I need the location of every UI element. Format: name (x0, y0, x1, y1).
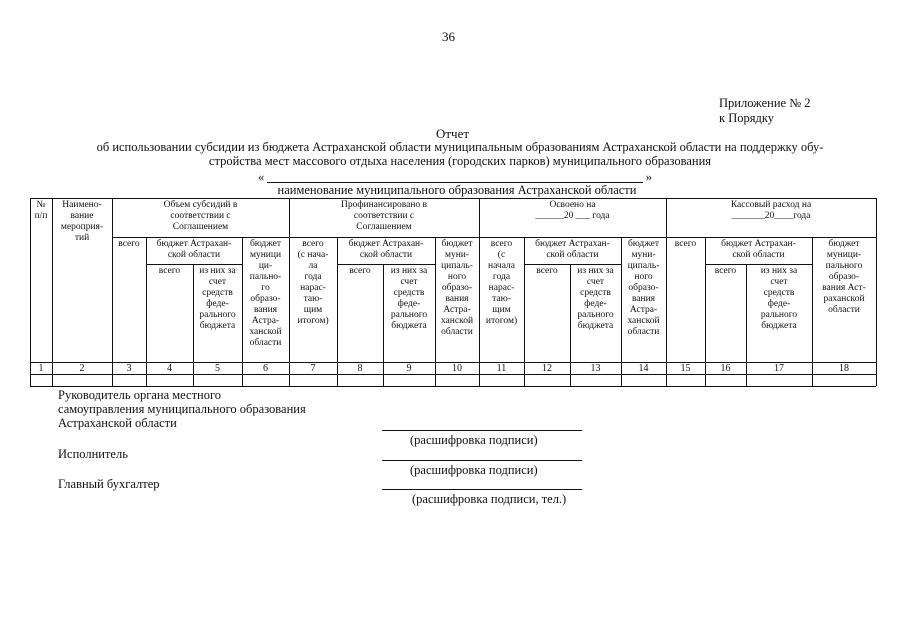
header-federal-share-line: рального (760, 310, 798, 320)
column-rule-14 (666, 198, 667, 386)
header-total: всего (674, 239, 697, 249)
header-municipal-budget-line: пально- (249, 272, 282, 282)
column-number: 12 (542, 363, 552, 374)
header-regional-total: всего (536, 266, 558, 276)
table-border-top (30, 198, 876, 199)
executor-signature-line (382, 460, 582, 461)
header-municipal-budget (435, 239, 479, 338)
header-total-cumulative-line: щим (492, 305, 511, 315)
subgroup-rule-1 (146, 264, 242, 265)
header-total-cumulative-line: нарас- (300, 283, 326, 293)
header-total-cumulative-line: года (492, 272, 511, 282)
header-total-cumulative-line: нарас- (488, 283, 515, 293)
header-federal-share-line: феде- (767, 299, 791, 309)
header-federal-share-line: счет (586, 277, 605, 287)
header-regional-budget-line: бюджет Астрахан- (348, 239, 424, 249)
header-federal-share (193, 266, 242, 332)
executor-signature-caption: (расшифровка подписи) (410, 463, 538, 477)
accountant-label: Главный бухгалтер (58, 477, 160, 491)
header-municipal-budget-line: ханской (440, 316, 474, 326)
column-number: 9 (406, 363, 412, 374)
head-signature-caption: (расшифровка подписи) (410, 433, 538, 447)
header-total-cumulative-line: итогом) (485, 316, 518, 326)
header-municipal-budget-line: раханской (823, 294, 865, 304)
header-municipal-budget (812, 239, 876, 316)
header-municipal-budget-line: области (441, 327, 473, 337)
header-regional-budget-line: ской области (732, 250, 785, 260)
header-regional-budget-line: ской области (546, 250, 599, 260)
header-municipal-budget-line: ного (634, 272, 653, 282)
header-federal-share-line: феде- (397, 299, 421, 309)
document-subtitle (60, 140, 860, 168)
header-total-cumulative (289, 239, 337, 327)
header-cash-expense (666, 200, 876, 222)
header-cash-expense-line: Кассовый расход на (730, 200, 812, 210)
header-federal-share-line: счет (770, 277, 788, 287)
municipality-caption: наименование муниципального образования Астраханской области (277, 183, 637, 197)
appendix-line-2: к Порядку (719, 111, 774, 125)
header-federal-share-line: бюджета (391, 321, 427, 331)
header-federal-share-line: счет (208, 277, 227, 287)
column-number: 6 (263, 363, 268, 374)
column-number: 15 (680, 363, 691, 374)
header-total-cumulative-line: начала (488, 261, 515, 271)
header-municipal-budget-line: ци- (258, 261, 273, 271)
header-event-name-line: Наимено- (62, 200, 102, 210)
column-number: 8 (357, 363, 363, 374)
header-municipal-budget-line: вания (253, 305, 278, 315)
subgroup-rule-3 (524, 264, 621, 265)
header-municipal-budget-line: муни- (444, 250, 470, 260)
header-regional-total: всего (349, 266, 371, 276)
header-regional-total: всего (158, 266, 181, 276)
column-number: 2 (79, 363, 85, 374)
header-mastered-line: Освоено на (549, 200, 596, 210)
header-municipal-budget-line: образо- (828, 272, 860, 282)
column-number: 7 (310, 363, 316, 374)
report-table (30, 198, 876, 386)
appendix-note (719, 96, 811, 126)
header-total-cumulative-line: всего (302, 239, 324, 249)
header-municipal-budget-line: Астра- (629, 305, 658, 315)
header-federal-share-line: средств (763, 288, 795, 298)
header-total-cumulative-line: года (304, 272, 322, 282)
head-signature-line (382, 430, 582, 431)
accountant-signature-line (382, 489, 582, 490)
header-federal-share-line: бюджета (577, 321, 614, 331)
header-municipal-budget-line: бюджет (828, 239, 860, 249)
header-mastered-line: ______20 ___ года (535, 211, 610, 221)
column-number: 4 (167, 363, 172, 374)
header-number (30, 200, 52, 222)
head-line-1: Руководитель органа местного (58, 388, 222, 402)
header-total-cumulative-line: таю- (492, 294, 511, 304)
header-subsidy-volume (112, 200, 289, 233)
header-regional-budget-line: бюджет Астрахан- (156, 239, 232, 249)
header-regional-budget-line: бюджет Астрахан- (721, 239, 796, 249)
header-federal-share (746, 266, 812, 332)
head-line-3: Астраханской области (58, 416, 177, 430)
close-quote: » (645, 170, 652, 184)
header-federal-share-line: из них за (577, 266, 614, 276)
accountant-signature-caption: (расшифровка подписи, тел.) (412, 492, 567, 506)
header-municipal-budget-line: области (828, 305, 860, 315)
executor-label: Исполнитель (58, 447, 128, 461)
head-line-2: самоуправления муниципального образования (58, 402, 306, 416)
header-municipal-budget-line: вания (631, 294, 656, 304)
head-signature-label (58, 388, 306, 430)
appendix-line-1: Приложение № 2 (719, 96, 811, 110)
header-event-name-line: мероприя- (60, 222, 104, 232)
header-regional-budget (524, 239, 621, 261)
header-federal-share-line: из них за (390, 266, 428, 276)
header-municipal-budget-line: ханской (627, 316, 660, 326)
header-federal-share-line: средств (202, 288, 233, 298)
header-regional-budget (705, 239, 812, 261)
header-number-line: № (36, 200, 46, 210)
header-number-line: п/п (34, 211, 48, 221)
header-federal-share-line: рального (390, 310, 428, 320)
header-total-cumulative-line: (с нача- (297, 250, 329, 260)
header-event-name-line: тий (74, 233, 90, 243)
header-federal-share (383, 266, 435, 332)
page-number: 36 (442, 29, 455, 44)
header-municipal-budget-line: области (627, 327, 660, 337)
document-title: Отчет (435, 126, 470, 141)
open-quote: « (258, 170, 265, 184)
header-total-cumulative-line: щим (303, 305, 323, 315)
header-subsidy-volume-line: соответствии с (170, 211, 231, 221)
subgroup-rule-2 (337, 264, 435, 265)
header-municipal-budget-line: области (249, 338, 282, 348)
header-municipal-budget-line: ханской (249, 327, 282, 337)
header-municipal-budget-line: бюджет (441, 239, 473, 249)
numbers-rule-bottom (30, 374, 876, 375)
subtitle-line-2: стройства мест массового отдыха населения (городских парков) муниципального образования (208, 154, 712, 168)
header-municipal-budget-line: вания Аст- (822, 283, 866, 293)
header-municipal-budget-line: образо- (441, 283, 473, 293)
header-subsidy-volume-line: Соглашением (172, 222, 229, 232)
header-federal-share-line: средств (393, 288, 425, 298)
header-subsidy-volume-line: Объем субсидий в (163, 200, 238, 210)
header-total: всего (118, 239, 140, 249)
subtitle-line-1: об использовании субсидии из бюджета Астраханской области муниципальным образованиям Астраханской области на поддержку обу- (96, 140, 824, 154)
header-municipal-budget-line: вания (445, 294, 469, 304)
table-border-bottom (30, 386, 876, 387)
header-municipal-budget-line: бюджет (249, 239, 282, 249)
header-municipal-budget-line: муни- (631, 250, 656, 260)
header-municipal-budget-line: ципаль- (441, 261, 473, 271)
header-federal-share-line: рального (577, 310, 614, 320)
header-federal-share (570, 266, 621, 332)
header-municipal-budget-line: ципаль- (627, 261, 660, 271)
header-total-cumulative-line: ла (308, 261, 318, 271)
header-financed-line: Профинансировано в (340, 200, 428, 210)
header-federal-share-line: бюджета (199, 321, 236, 331)
header-municipal-budget-line: образо- (628, 283, 659, 293)
header-financed (289, 200, 479, 233)
header-mastered (479, 200, 666, 222)
header-federal-share-line: феде- (206, 299, 229, 309)
header-financed-line: соответствии с (353, 211, 415, 221)
header-municipal-budget-line: муници- (826, 250, 862, 260)
header-municipal-budget-line: муници (249, 250, 282, 260)
header-municipal-budget-line: бюджет (627, 239, 660, 249)
header-regional-budget (337, 239, 435, 261)
column-number: 1 (38, 363, 44, 374)
header-municipal-budget-line: Астра- (251, 316, 280, 326)
header-federal-share-line: бюджета (761, 321, 797, 331)
header-federal-share-line: феде- (584, 299, 607, 309)
header-federal-share-line: рального (199, 310, 236, 320)
column-number: 10 (452, 363, 462, 374)
municipality-name-field (258, 170, 652, 184)
header-municipal-budget (242, 239, 289, 349)
header-regional-budget-line: ской области (167, 250, 221, 260)
column-number: 3 (126, 363, 132, 374)
column-number: 14 (638, 363, 649, 374)
column-number: 11 (496, 363, 507, 374)
subgroup-rule-4 (705, 264, 812, 265)
header-municipal-budget (621, 239, 666, 338)
header-municipal-budget-line: го (261, 283, 270, 293)
header-regional-budget-line: ской области (359, 250, 413, 260)
header-total-cumulative-line: таю- (303, 294, 323, 304)
header-total-cumulative-line: (с (497, 250, 506, 260)
column-rule-18 (876, 198, 877, 386)
header-municipal-budget-line: образо- (250, 294, 281, 304)
header-municipal-budget-line: Астра- (443, 305, 471, 315)
column-number: 5 (215, 363, 220, 374)
header-total-cumulative-line: итогом) (297, 316, 329, 326)
column-number: 17 (774, 363, 784, 374)
header-federal-share-line: из них за (760, 266, 798, 276)
header-financed-line: Соглашением (356, 222, 412, 232)
header-municipal-budget-line: ного (447, 272, 467, 282)
header-federal-share-line: счет (400, 277, 418, 287)
column-number: 16 (720, 363, 731, 374)
group-header-rule (112, 237, 876, 238)
column-number: 18 (839, 363, 849, 374)
header-regional-budget (146, 239, 242, 261)
column-rule-0 (30, 198, 31, 386)
header-event-name (52, 200, 112, 244)
header-event-name-line: вание (70, 211, 94, 221)
header-federal-share-line: средств (580, 288, 611, 298)
header-federal-share-line: из них за (199, 266, 236, 276)
header-regional-total: всего (714, 266, 737, 276)
column-number: 13 (590, 363, 601, 374)
header-cash-expense-line: _______20____года (731, 211, 811, 221)
header-total-cumulative-line: всего (490, 239, 513, 249)
header-regional-budget-line: бюджет Астрахан- (535, 239, 610, 249)
header-municipal-budget-line: пального (825, 261, 863, 271)
header-total-cumulative (479, 239, 524, 327)
